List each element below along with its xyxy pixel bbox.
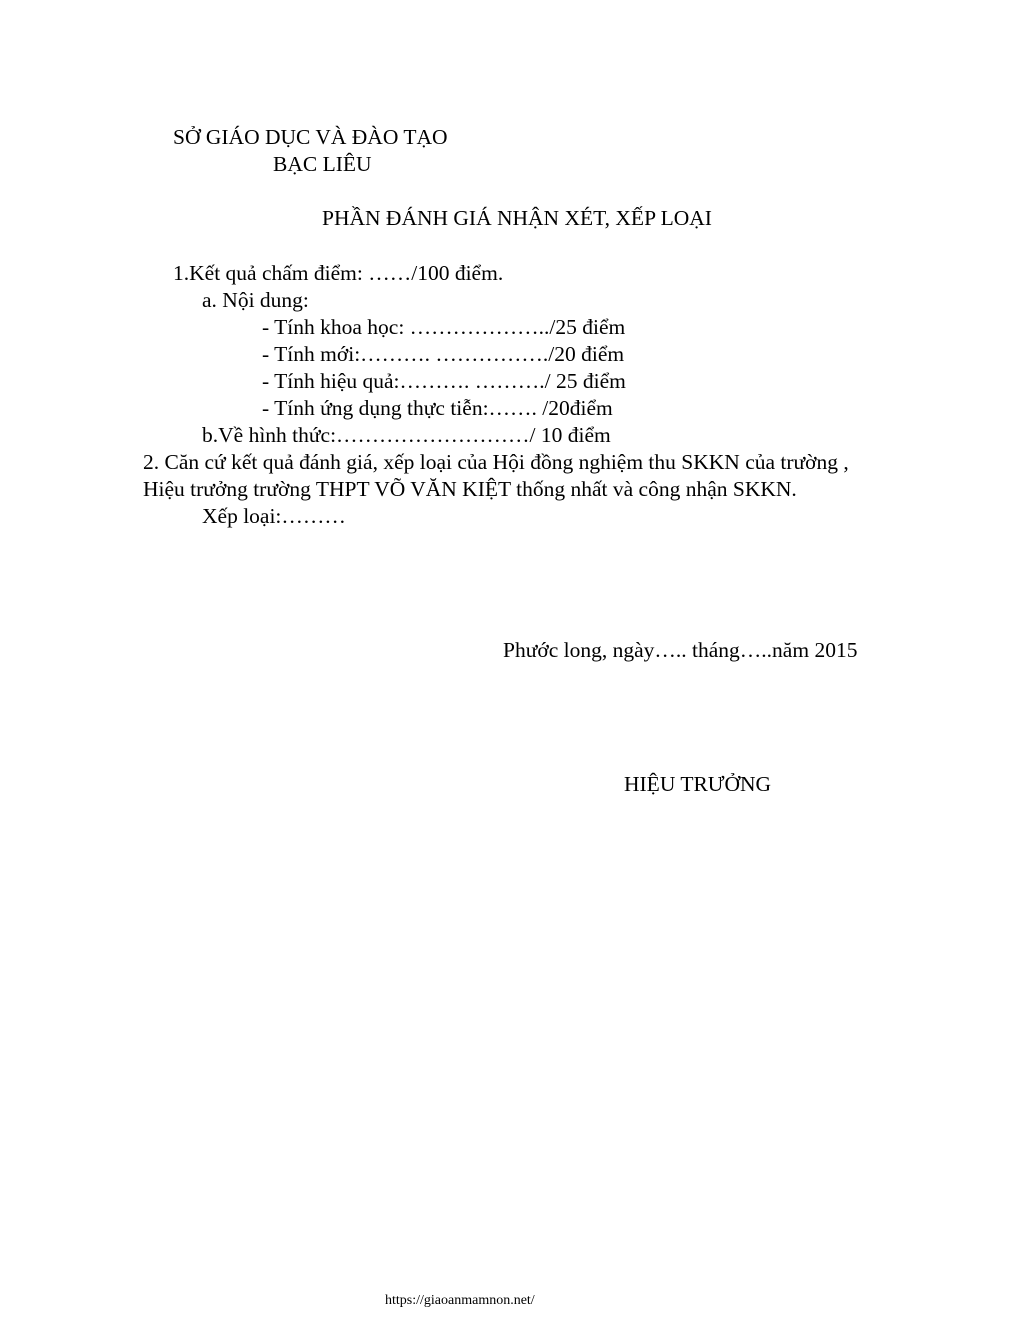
province-name: BẠC LIÊU: [273, 152, 372, 176]
content-label: a. Nội dung:: [202, 288, 309, 312]
department-name: SỞ GIÁO DỤC VÀ ĐÀO TẠO: [173, 125, 448, 149]
page-title: PHẦN ĐÁNH GIÁ NHẬN XÉT, XẾP LOẠI: [322, 206, 712, 230]
score-heading: 1.Kết quả chấm điểm: ……/100 điểm.: [173, 261, 504, 285]
criterion-effectiveness: - Tính hiệu quả:………. ………./ 25 điểm: [262, 369, 626, 393]
form-criterion: b.Về hình thức:………………………/ 10 điểm: [202, 423, 611, 447]
criterion-novelty: - Tính mới:………. ……………./20 điểm: [262, 342, 625, 366]
rating-line: Xếp loại:………: [202, 504, 346, 528]
criterion-applicability: - Tính ứng dụng thực tiễn:……. /20điểm: [262, 396, 613, 420]
section2-line2: Hiệu trưởng trường THPT VÕ VĂN KIỆT thống nhất và công nhận SKKN.: [143, 477, 797, 501]
footer-url: https://giaoanmamnon.net/: [385, 1293, 535, 1308]
criterion-science: - Tính khoa học: ………………../25 điểm: [262, 315, 626, 339]
date-line: Phước long, ngày….. tháng…..năm 2015: [503, 638, 858, 662]
section2-line1: 2. Căn cứ kết quả đánh giá, xếp loại của Hội đồng nghiệm thu SKKN của trường ,: [143, 450, 849, 474]
signature-title: HIỆU TRƯỞNG: [624, 772, 772, 796]
